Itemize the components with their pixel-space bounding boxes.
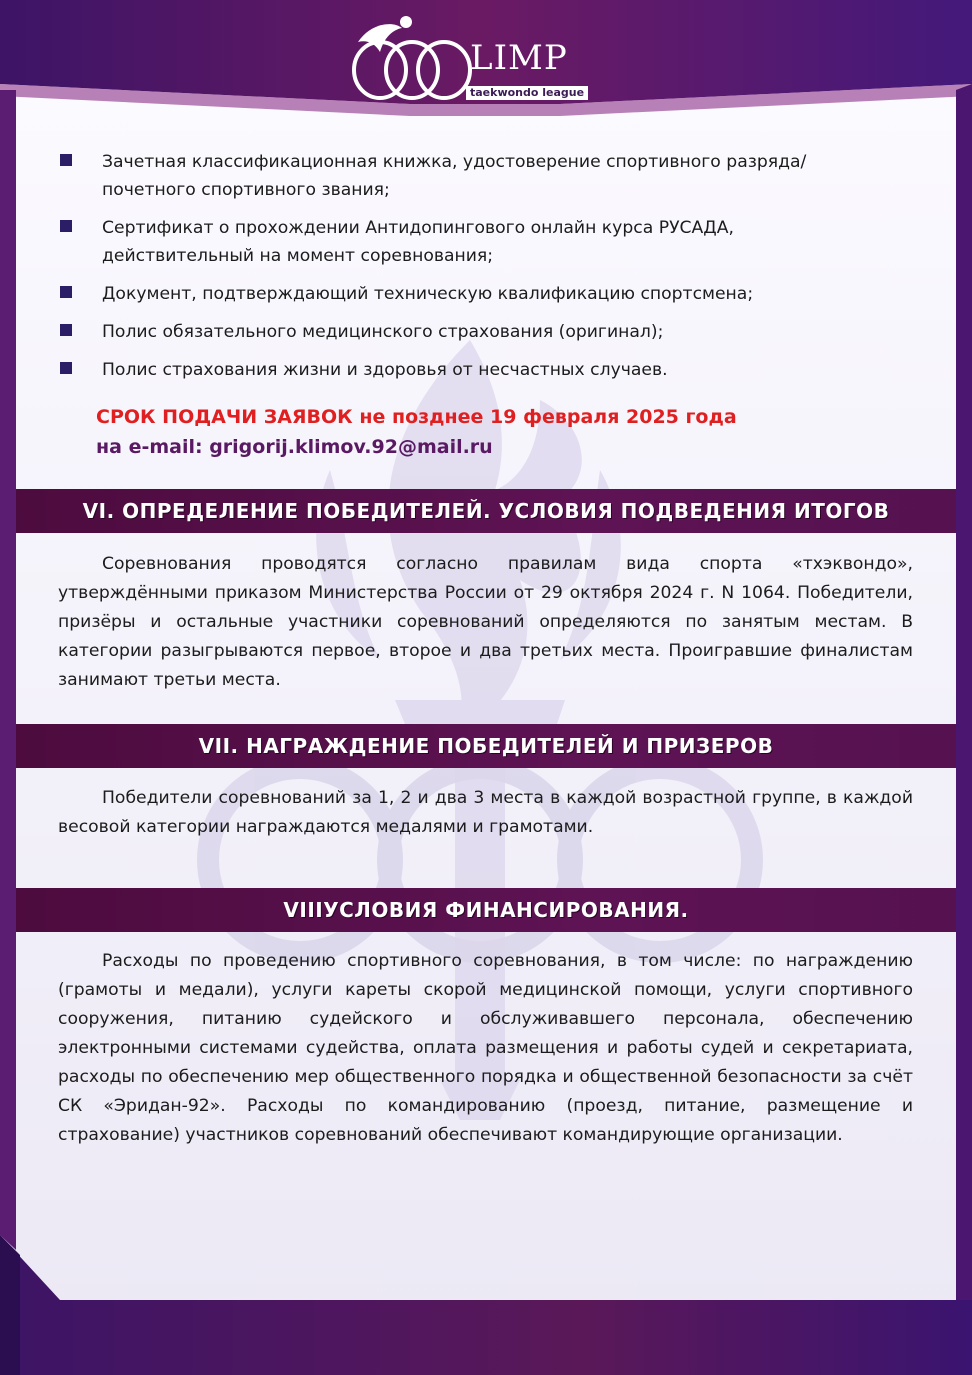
- section-text-winners: Соревнования проводятся согласно правилам вида спорта «тхэквондо», утверждёнными приказом Министерства России от 29 октября 2024 г. N 1064. Победители, призёры и остальные участники соревнований определяются по занятым местам. В категории разыгрываются первое, второе и два третьих места. Проигравшие финалистам занимают третьи места.: [58, 554, 913, 690]
- section-text-financing: Расходы по проведению спортивного соревнования, в том числе: по награждению (грамоты и медали), услуги кареты скорой медицинской помощи, услуги спортивного сооружения, питанию судейского и обслуживавшего персонала, обеспечению электронными системами судейства, оплата размещения и работы судей и секретариата, расходы по обеспечению мер общественного порядка и общественной безопасности за счёт СК «Эридан-92». Расходы по командированию (проезд, питание, размещение и страхование) участников соревнований обеспечивают командирующие организации.: [58, 951, 913, 1145]
- list-item-text: Полис страхования жизни и здоровья от несчастных случаев.: [102, 360, 668, 380]
- list-item-text: Зачетная классификационная книжка, удостоверение спортивного разряда/почетного спортивного звания;: [102, 152, 807, 200]
- logo-wordmark: LIMP: [470, 38, 568, 78]
- list-item-text: Сертификат о прохождении Антидопингового онлайн курса РУСАДА, действительный на момент соревнования;: [102, 218, 734, 266]
- section-title: VIIIУСЛОВИЯ ФИНАНСИРОВАНИЯ.: [283, 898, 689, 922]
- deadline-email[interactable]: на e-mail: grigorij.klimov.92@mail.ru: [96, 436, 493, 458]
- logo-subtitle: taekwondo league: [466, 86, 588, 100]
- deadline-date: СРОК ПОДАЧИ ЗАЯВОК не позднее 19 февраля 2025 года: [96, 406, 737, 428]
- section-title: VI. ОПРЕДЕЛЕНИЕ ПОБЕДИТЕЛЕЙ. УСЛОВИЯ ПОДВЕДЕНИЯ ИТОГОВ: [82, 499, 890, 523]
- section-text-awards: Победители соревнований за 1, 2 и два 3 места в каждой возрастной группе, в каждой весовой категории награждаются медалями и грамотами.: [58, 788, 913, 837]
- list-item-text: Документ, подтверждающий техническую квалификацию спортсмена;: [102, 284, 754, 304]
- list-item-text: Полис обязательного медицинского страхования (оригинал);: [102, 322, 664, 342]
- section-title: VII. НАГРАЖДЕНИЕ ПОБЕДИТЕЛЕЙ И ПРИЗЕРОВ: [198, 734, 774, 758]
